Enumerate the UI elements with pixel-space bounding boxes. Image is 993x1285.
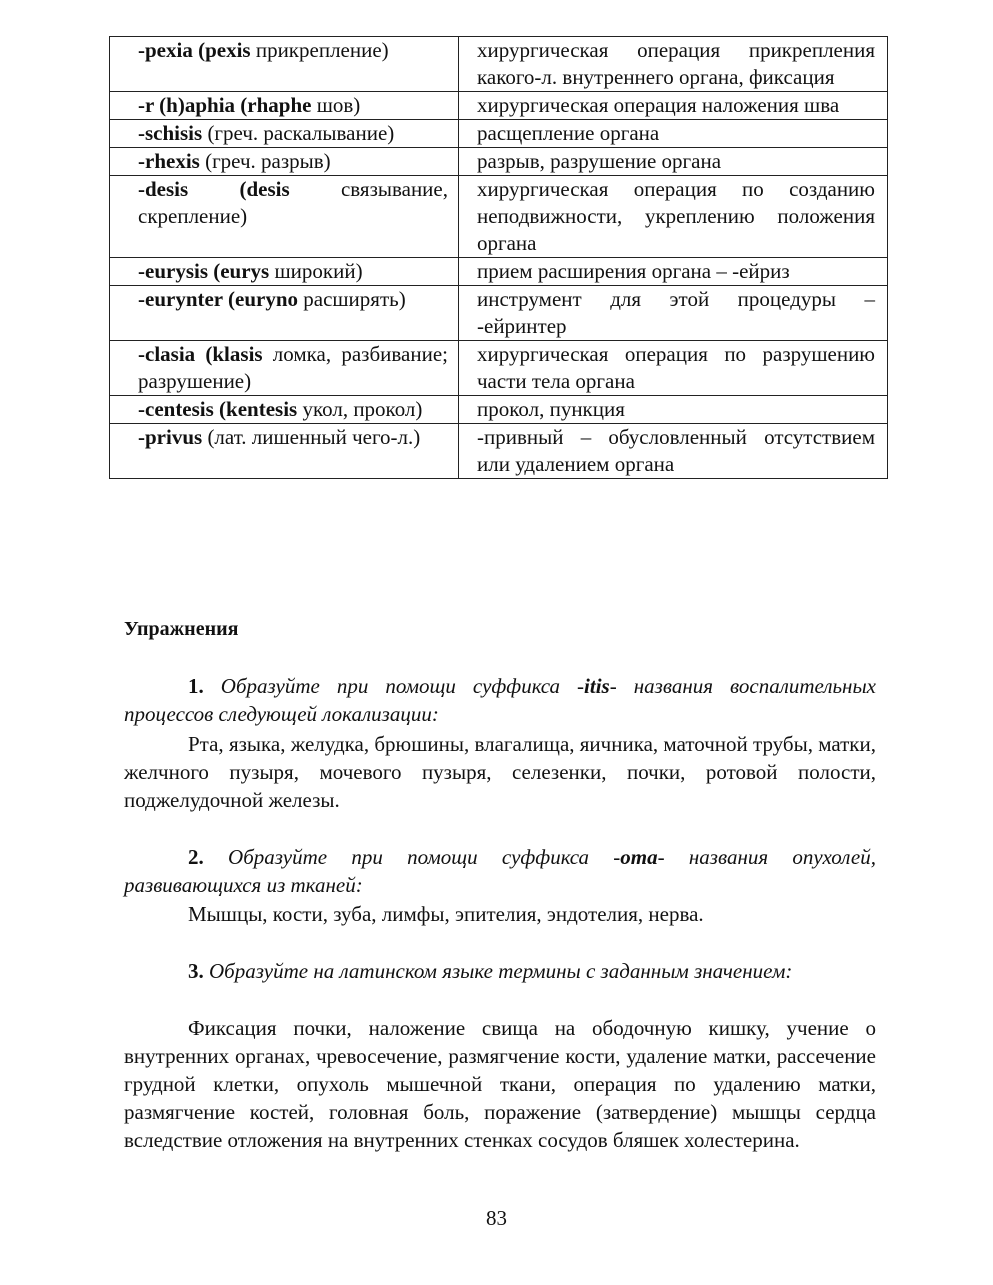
exercise-1-words: Рта, языка, желудка, брюшины, влагалища, яичника, маточной трубы, матки, желчного пузыря, мочевого пузыря, селезенки, почки, ротовой полости, поджелудочной железы. <box>124 732 876 812</box>
exercise-3-content <box>124 1014 876 1154</box>
meaning-cell: хирургическая операция прикрепления какого-л. внутреннего органа, фиксация <box>459 37 888 92</box>
term-gloss: расширять) <box>298 287 406 311</box>
term-gloss: укол, прокол) <box>297 397 423 421</box>
exercise-1-task <box>124 672 876 728</box>
term-latin: -schisis <box>138 121 203 145</box>
term-gloss: (лат. лишенный чего-л.) <box>202 425 421 449</box>
term-latin: -privus <box>138 425 203 449</box>
meaning-cell: разрыв, разрушение органа <box>459 148 888 176</box>
exercise-2-content <box>124 900 876 928</box>
term-latin: -pexia (pexis <box>138 38 251 62</box>
term-gloss: широкий) <box>269 259 363 283</box>
exercise-1-number: 1. <box>188 674 204 698</box>
exercise-3-task <box>124 957 876 985</box>
term-cell <box>110 176 459 258</box>
term-cell <box>110 37 459 92</box>
term-latin: -rhexis <box>138 149 200 173</box>
term-gloss: шов) <box>311 93 361 117</box>
term-latin: -clasia (klasis <box>138 342 263 366</box>
term-latin: -eurynter (euryno <box>138 287 298 311</box>
table-row <box>110 341 888 396</box>
exercise-2-task-after: - названия опухолей, развивающихся из тканей: <box>124 845 876 897</box>
term-latin: -eurysis (eurys <box>138 259 270 283</box>
exercise-3-words: Фиксация почки, наложение свища на ободочную кишку, учение о внутренних органах, чревосечение, размягчение кости, удаление матки, рассечение грудной клетки, опухоль мышечной ткани, операция по удалению матки, размягчение костей, головная боль, поражение (затвердение) мышцы сердца вследствие отложения на внутренних стенках сосудов бляшек холестерина. <box>124 1016 876 1152</box>
table-row <box>110 396 888 424</box>
term-cell <box>110 258 459 286</box>
exercise-1-suffix: itis <box>584 674 610 698</box>
term-latin: -centesis (kentesis <box>138 397 298 421</box>
table-row <box>110 148 888 176</box>
term-cell <box>110 341 459 396</box>
term-latin: -desis (desis <box>138 177 290 201</box>
suffix-table-body <box>110 37 888 479</box>
exercise-2-suffix: oma <box>620 845 658 869</box>
table-row <box>110 258 888 286</box>
term-cell <box>110 396 459 424</box>
term-cell <box>110 286 459 341</box>
meaning-cell: -привный – обусловленный отсутствием или удалением органа <box>459 424 888 479</box>
meaning-cell: прием расширения органа – -ейриз <box>459 258 888 286</box>
exercise-3-task-before: Образуйте на латинском языке термины с заданным значением: <box>209 959 793 983</box>
term-cell <box>110 148 459 176</box>
suffix-table <box>109 36 888 479</box>
exercise-1-task-after: - названия воспалительных процессов следующей локализации: <box>124 674 876 726</box>
table-row <box>110 37 888 92</box>
exercise-2-task <box>124 843 876 899</box>
exercise-1-content <box>124 730 876 814</box>
meaning-cell: инструмент для этой процедуры – -ейринтер <box>459 286 888 341</box>
exercises-heading: Упражнения <box>124 618 239 640</box>
exercise-2-task-before: Образуйте при помощи суффикса - <box>228 845 621 869</box>
meaning-cell: хирургическая операция по разрушению части тела органа <box>459 341 888 396</box>
page-number: 83 <box>486 1206 507 1230</box>
table-row <box>110 286 888 341</box>
exercise-2-words: Мышцы, кости, зуба, лимфы, эпителия, эндотелия, нерва. <box>188 902 704 926</box>
table-row <box>110 120 888 148</box>
term-gloss: прикрепление) <box>250 38 389 62</box>
term-gloss: ломка, разбивание; разрушение) <box>138 342 448 393</box>
term-cell <box>110 120 459 148</box>
meaning-cell: хирургическая операция по созданию неподвижности, укреплению положения органа <box>459 176 888 258</box>
term-cell <box>110 92 459 120</box>
meaning-cell: расщепление органа <box>459 120 888 148</box>
table-row <box>110 176 888 258</box>
term-gloss: связывание, скрепление) <box>138 177 448 228</box>
exercise-3-number: 3. <box>188 959 204 983</box>
table-row <box>110 92 888 120</box>
table-row <box>110 424 888 479</box>
meaning-cell: прокол, пункция <box>459 396 888 424</box>
exercise-2-number: 2. <box>188 845 204 869</box>
term-gloss: (греч. раскалывание) <box>202 121 395 145</box>
meaning-cell: хирургическая операция наложения шва <box>459 92 888 120</box>
term-latin: -r (h)aphia (rhaphe <box>138 93 312 117</box>
term-gloss: (греч. разрыв) <box>199 149 331 173</box>
exercise-1-task-before: Образуйте при помощи суффикса - <box>220 674 585 698</box>
term-cell <box>110 424 459 479</box>
